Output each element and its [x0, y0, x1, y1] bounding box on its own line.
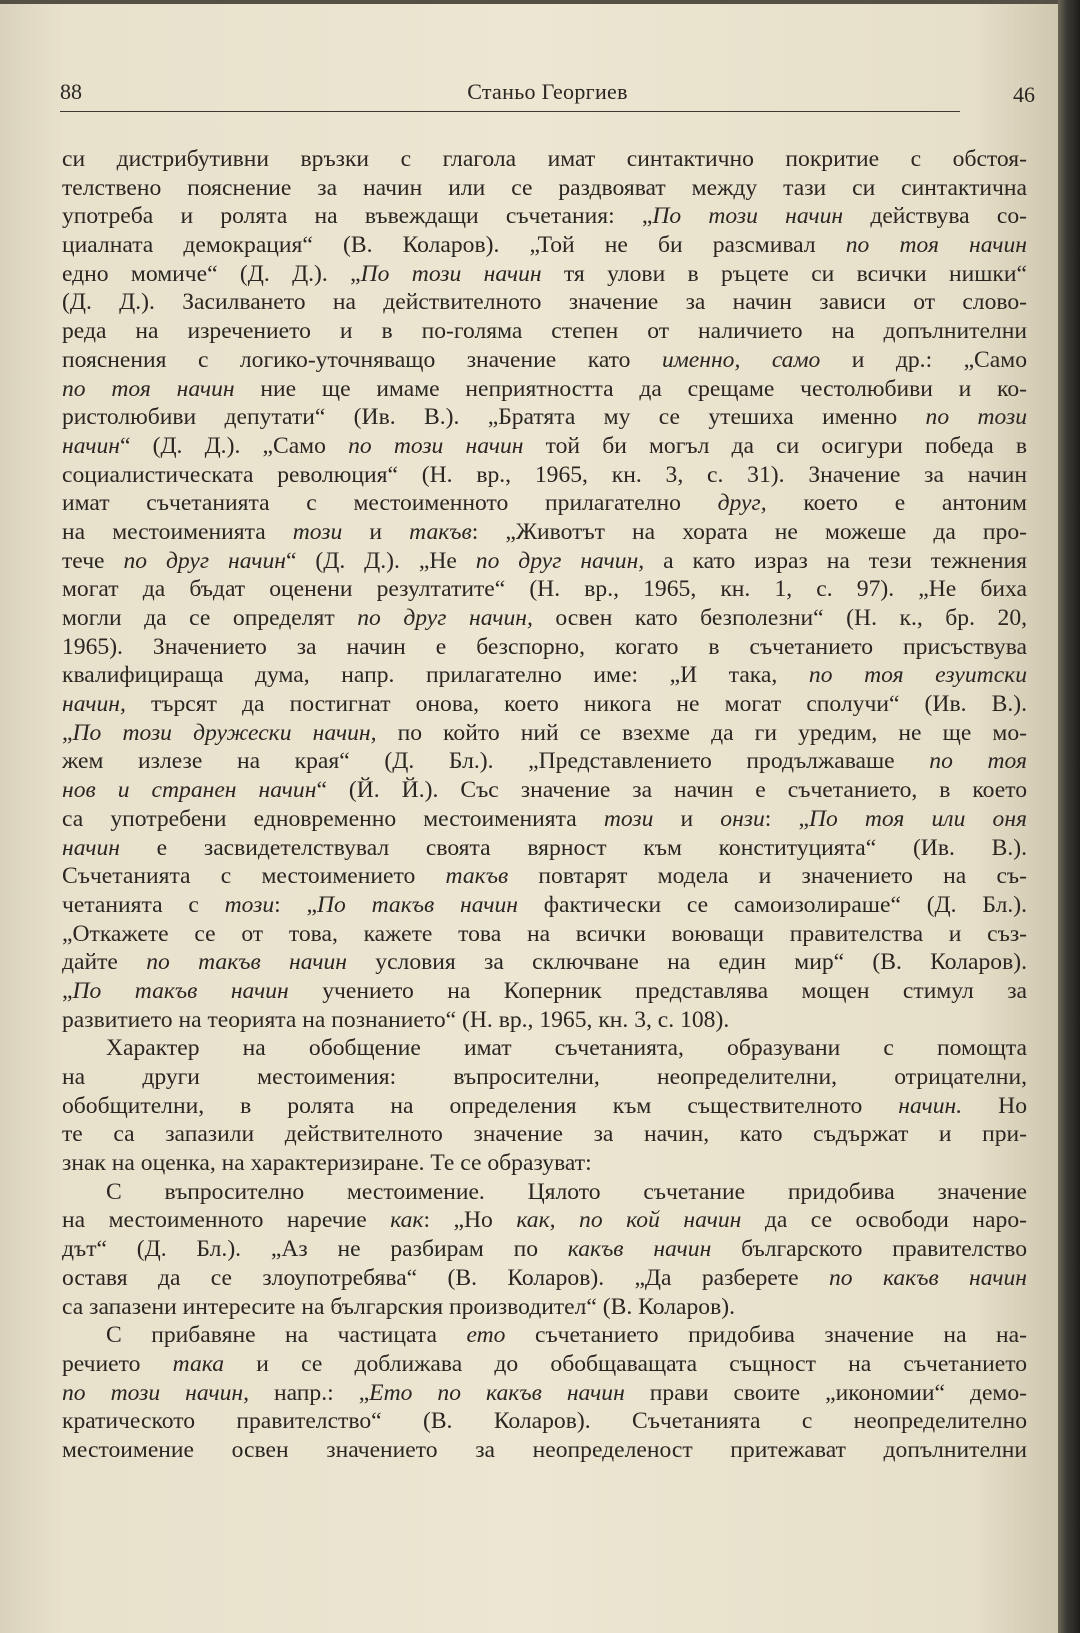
text-segment: съчетанието придобива значение на на- [505, 1322, 1027, 1349]
text-line [62, 747, 1027, 776]
body-text [62, 145, 1027, 1465]
text-line [62, 948, 1027, 977]
text-line [62, 1120, 1027, 1149]
text-segment: ристолюбиви депутати“ (Ив. В.). „Братята му се утешиха именно [62, 404, 926, 431]
text-line [62, 202, 1027, 231]
text-segment: телствено пояснение за начин или се раздвояват между тази си синтактична [62, 174, 1027, 201]
text-segment: на местоименното наречие [62, 1207, 391, 1234]
italic-example-phrase: по друг начин, [357, 605, 533, 631]
italic-example-phrase: по този начин, [62, 1379, 249, 1406]
text-line [62, 1264, 1027, 1293]
text-line [62, 375, 1027, 404]
text-line [62, 489, 1027, 518]
text-segment: “ (Й. Й.). Със значение за начин е съчетанието, в което [316, 777, 1027, 804]
text-segment: Съчетанията с местоимението [62, 863, 446, 890]
text-line [62, 145, 1027, 174]
text-segment: напр.: „ [249, 1379, 370, 1406]
text-line [62, 1321, 1027, 1350]
page-top-edge [0, 0, 1058, 4]
text-line [62, 346, 1027, 375]
text-segment: : „ [274, 891, 317, 918]
text-line [62, 1379, 1027, 1408]
text-line [62, 862, 1027, 891]
text-segment: фактически се самоизолираше“ (Д. Бл.). [517, 891, 1027, 918]
italic-example-phrase: нов и странен начин [62, 777, 317, 804]
text-line [62, 288, 1027, 317]
text-line [62, 1063, 1027, 1092]
text-segment: “ (Д. Д.). „Само [119, 432, 349, 459]
text-line [62, 1206, 1027, 1235]
text-line [62, 1293, 1027, 1322]
italic-example-phrase: така [172, 1350, 225, 1377]
text-segment: знак на оценка, на характеризиране. Те се образуват: [62, 1150, 592, 1177]
page-number: 88 [60, 79, 82, 104]
italic-example-phrase: ето [466, 1322, 506, 1349]
italic-example-phrase: друг, [717, 490, 767, 517]
text-segment: оставя да се злоупотребява“ (В. Коларов). „Да разберете [62, 1264, 829, 1291]
text-segment: тя улови в ръцете си всички нишки“ [541, 260, 1027, 287]
text-line [62, 461, 1027, 490]
italic-example-phrase: по друг начин, [475, 547, 645, 574]
italic-example-phrase: как, по кой начин [516, 1207, 742, 1234]
text-line [62, 260, 1027, 289]
text-segment: условия за сключване на един мир“ (В. Коларов). [346, 949, 1027, 976]
text-line [62, 1436, 1027, 1465]
text-line [62, 805, 1027, 834]
text-segment: учението на Коперник представлява мощен стимул за [288, 977, 1027, 1004]
text-line [62, 518, 1027, 547]
text-segment: повтарят модела и значението на съ- [508, 863, 1027, 890]
text-segment: : „Животът на хората не можеше да про- [471, 518, 1027, 545]
text-line [62, 317, 1027, 346]
text-line [62, 1350, 1027, 1379]
italic-example-phrase: по този [925, 404, 1027, 431]
italic-example-phrase: По тоя или оня [808, 805, 1027, 832]
text-segment: „ [62, 977, 73, 1004]
text-segment: и [653, 805, 721, 832]
text-segment: едно момиче“ (Д. Д.). „ [62, 260, 361, 287]
text-line [62, 977, 1027, 1006]
text-segment: Характер на обобщение имат съчетанията, образувани с помощта [106, 1035, 1027, 1062]
text-segment: което е антоним [766, 490, 1027, 517]
text-segment: квалифицираща дума, напр. прилагателно име: „И така, [62, 662, 809, 689]
text-segment: действува со- [843, 203, 1027, 230]
text-segment: дайте [62, 949, 147, 976]
italic-example-phrase: по какъв начин [829, 1264, 1027, 1291]
text-line [62, 1034, 1027, 1063]
text-segment: „Откажете се от това, кажете това на всички воюващи правителства и съз- [62, 920, 1027, 947]
text-line [62, 719, 1027, 748]
text-segment: местоимение освен значението за неопределеност притежават допълнителни [62, 1436, 1027, 1463]
text-segment: “ (Д. Д.). „Не [285, 547, 476, 574]
text-segment: по който ний се взехме да ги уредим, не ще мо- [376, 719, 1028, 746]
text-line [62, 547, 1027, 576]
text-line [62, 920, 1027, 949]
text-line [62, 575, 1027, 604]
text-segment: са запазени интересите на българския производител“ (В. Коларов). [62, 1293, 735, 1320]
text-line [62, 1407, 1027, 1436]
text-line [62, 1235, 1027, 1264]
italic-example-phrase: начин, [62, 691, 126, 718]
italic-example-phrase: по тоя начин [845, 232, 1027, 259]
text-segment: пояснения с логико-уточняващо значение като [62, 346, 662, 373]
italic-example-phrase: По този начин [360, 260, 542, 287]
text-segment: търсят да постигнат онова, което никога не могат сполучи“ (Ив. В.). [125, 691, 1027, 718]
italic-example-phrase: начин. [898, 1092, 963, 1119]
text-segment: „ [62, 719, 73, 746]
text-segment: прави своите „икономии“ демо- [624, 1379, 1028, 1406]
italic-example-phrase: Ето по какъв начин [369, 1379, 625, 1406]
text-segment: те са запазили действителното значение за начин, като съдържат и при- [62, 1121, 1027, 1148]
text-segment: да се освободи наро- [741, 1207, 1027, 1234]
text-segment: употреба и ролята на въвеждащи съчетания: „ [62, 203, 653, 230]
italic-example-phrase: такъв [409, 518, 472, 545]
text-line [62, 403, 1027, 432]
text-line [62, 174, 1027, 203]
text-line [62, 231, 1027, 260]
text-line [62, 1006, 1027, 1035]
text-segment: обобщителни, в ролята на определения към съществителното [62, 1092, 899, 1119]
text-line [62, 1149, 1027, 1178]
italic-example-phrase: този [224, 891, 275, 918]
text-segment: тече [62, 547, 124, 574]
italic-example-phrase: какъв начин [567, 1236, 712, 1263]
italic-example-phrase: този [292, 518, 343, 545]
text-segment: реда на изречението и в по-голяма степен от наличието на допълнителни [62, 318, 1027, 345]
italic-example-phrase: по тоя езуитски [808, 662, 1028, 689]
italic-example-phrase: онзи [720, 805, 765, 832]
italic-example-phrase: По този начин [652, 203, 844, 230]
text-segment: социалистическата революция“ (Н. вр., 1965, кн. 3, с. 31). Значение за начин [62, 461, 1027, 488]
text-segment: българското правителство [711, 1236, 1028, 1263]
book-binding-edge [1058, 0, 1080, 1633]
text-line [62, 891, 1027, 920]
text-segment: си дистрибутивни връзки с глагола имат синтактично покритие с обстоя- [62, 146, 1027, 172]
text-segment: и др.: „Само [820, 346, 1027, 373]
text-segment: 1965). Значението за начин е безспорно, когато в съчетанието присъствува [62, 633, 1027, 660]
text-segment: : „ [764, 805, 809, 832]
text-line [62, 776, 1027, 805]
text-segment: той би могъл да си осигури победа в [523, 432, 1027, 459]
text-segment: речието [62, 1350, 173, 1377]
text-segment: на други местоимения: въпросителни, неопределителни, отрицателни, [62, 1064, 1027, 1090]
text-segment: могли да се определят [62, 605, 358, 631]
text-segment: и се доближава до обобщаващата същност на съчетанието [224, 1350, 1027, 1377]
text-segment: са употребени едновременно местоименията [62, 805, 604, 832]
italic-example-phrase: този [603, 805, 654, 832]
header-rule [60, 111, 960, 112]
italic-example-phrase: начин [62, 834, 120, 861]
text-segment: жем излезе на края“ (Д. Бл.). „Представлението продължаваше [62, 748, 930, 775]
secondary-page-number: 46 [1013, 82, 1035, 107]
text-segment: циалната демокрация“ (В. Коларов). „Той не би разсмивал [62, 232, 846, 259]
text-line [62, 834, 1027, 863]
italic-example-phrase: по такъв начин [146, 949, 347, 976]
text-segment: кратическото правителство“ (В. Коларов). Съчетанията с неопределително [62, 1408, 1027, 1435]
text-segment: С прибавяне на частицата [106, 1322, 467, 1349]
text-segment: могат да бъдат оценени резултатите“ (Н. вр., 1965, кн. 1, с. 97). „Не биха [62, 576, 1027, 603]
text-segment: на местоименията [62, 518, 293, 545]
text-segment: е засвидетелствувал своята вярност към конституцията“ (Ив. В.). [119, 834, 1027, 861]
text-segment: освен като безполезни“ (Н. к., бр. 20, [532, 605, 1028, 631]
italic-example-phrase: по тоя начин [62, 375, 235, 402]
italic-example-phrase: как [390, 1207, 424, 1234]
italic-example-phrase: по друг начин [123, 547, 286, 574]
text-segment: имат съчетанията с местоименното прилагателно [62, 490, 718, 517]
running-head-author: Станьо Георгиев [467, 79, 628, 104]
text-segment: а като израз на тези тежнения [644, 547, 1027, 574]
italic-example-phrase: по тоя [929, 748, 1028, 775]
italic-example-phrase: По такъв начин [316, 891, 518, 918]
text-segment: ние ще имаме неприятността да срещаме честолюбиви и ко- [234, 375, 1027, 402]
text-line [62, 1178, 1027, 1207]
text-line [62, 633, 1027, 662]
text-segment: С въпросително местоимение. Цялото съчетание придобива значение [106, 1178, 1027, 1205]
italic-example-phrase: такъв [445, 863, 509, 890]
text-segment: : „Но [423, 1207, 517, 1234]
text-segment: Но [962, 1092, 1028, 1119]
text-line [62, 1092, 1027, 1121]
italic-example-phrase: начин [62, 432, 120, 459]
text-segment: четанията с [62, 891, 225, 918]
text-segment: (Д. Д.). Засилването на действителното значение за начин зависи от слово- [62, 289, 1027, 316]
text-line [62, 432, 1027, 461]
text-line [62, 661, 1027, 690]
text-segment: развитието на теорията на познанието“ (Н. вр., 1965, кн. 3, с. 108). [62, 1006, 730, 1033]
italic-example-phrase: По този дружески начин, [72, 719, 377, 746]
text-line [62, 690, 1027, 719]
text-line [62, 604, 1027, 633]
italic-example-phrase: По такъв начин [72, 977, 289, 1004]
page-header [60, 75, 1035, 109]
italic-example-phrase: именно, само [661, 346, 821, 373]
text-segment: и [342, 518, 410, 545]
italic-example-phrase: по този начин [348, 432, 524, 459]
text-segment: дът“ (Д. Бл.). „Аз не разбирам по [62, 1236, 568, 1263]
